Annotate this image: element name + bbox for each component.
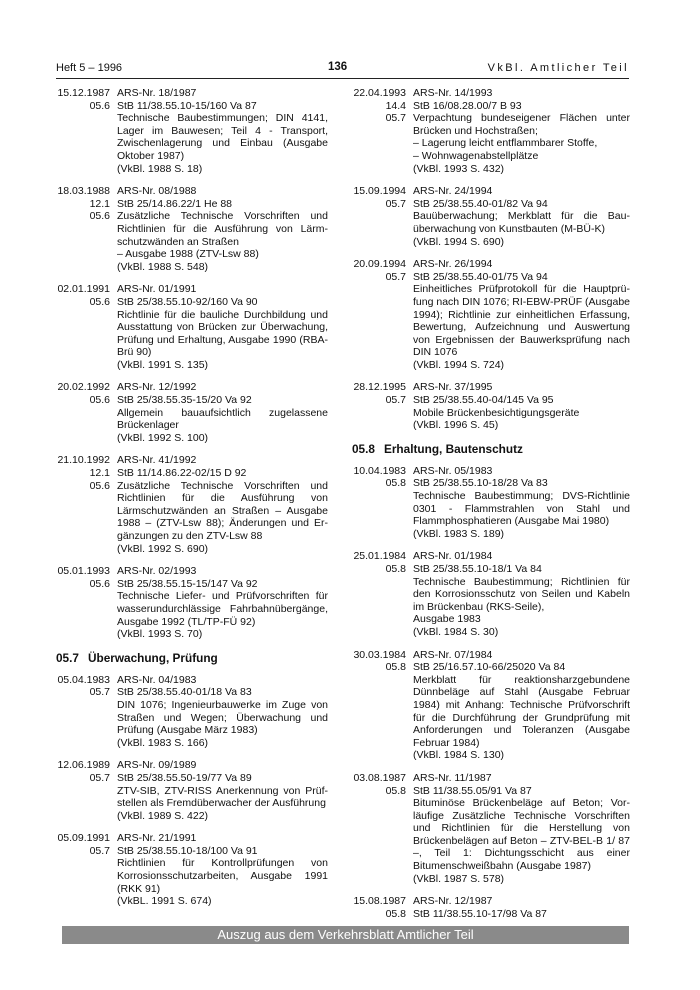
entry-date-code: 05.01.1993: [57, 565, 110, 578]
entry-dates: [352, 258, 413, 371]
entry-line: StB 25/38.55.10-18/100 Va 91: [117, 844, 258, 857]
entry-line: (VkBl. 1991 S. 135): [117, 358, 209, 371]
entry-date-code: 05.7: [385, 112, 406, 125]
entry-line: StB 25/38.55.40-04/145 Va 95: [413, 394, 554, 407]
entry-line: Bituminöse Brückenbeläge auf Beton; Vorläufige Zusätzliche Technische Vorschriften und Richtlinien für die Herstellung von Brückenbelägen auf Beton – ZTV-BEL-B 1/ 87 –, Teil 1: Dichtungsschicht aus einer Bitumenschweißbahn (Ausgabe 1987): [413, 797, 630, 873]
entry-line: StB 11/38.55.05/91 Va 87: [413, 784, 532, 797]
list-item: [352, 649, 630, 762]
entry-line: (VkBl. 1984 S. 30): [413, 625, 499, 638]
entry-body: [117, 185, 328, 273]
entry-body: [413, 772, 630, 885]
entry-body: [117, 832, 328, 908]
entry-line: Allgemein bauaufsichtlich zugelassene Brückenlager: [117, 406, 328, 432]
entry-body: [413, 381, 630, 431]
page-header: [56, 60, 629, 79]
entry-dates: [56, 454, 117, 555]
entry-dates: [56, 283, 117, 371]
list-item: [56, 832, 328, 908]
entry-dates: [352, 895, 413, 920]
entry-line: ARS-Nr. 24/1994: [413, 185, 493, 198]
entry-line: StB 25/16.57.10-66/25020 Va 84: [413, 661, 566, 674]
list-item: [56, 185, 328, 273]
entry-line: ARS-Nr. 08/1988: [117, 185, 197, 198]
entry-body: [117, 674, 328, 750]
entry-dates: [352, 772, 413, 885]
list-item: [352, 87, 630, 175]
entry-date-code: 15.08.1987: [353, 895, 406, 908]
entry-line: ARS-Nr. 05/1983: [413, 464, 493, 477]
entry-date-code: 02.01.1991: [57, 283, 110, 296]
entry-line: (VkBl. 1992 S. 690): [117, 542, 209, 555]
list-item: [352, 465, 630, 541]
entry-date-code: 22.04.1993: [353, 87, 406, 99]
footer-bar: [62, 926, 629, 944]
entry-line: – Ausgabe 1988 (ZTV-Lsw 88): [117, 248, 259, 261]
entry-line: ZTV-SIB, ZTV-RISS Anerkennung von Prüfstellen als Fremdüberwacher der Ausführung: [117, 784, 328, 810]
entry-line: ARS-Nr. 04/1983: [117, 673, 197, 686]
entry-line: StB 25/38.55.35-15/20 Va 92: [117, 394, 252, 407]
entry-line: DIN 1076; Ingenieurbauwerke im Zuge von Straßen und Wegen; Überwachung und Prüfung (Ausgabe März 1983): [117, 698, 328, 737]
section-number: 05.8: [352, 441, 375, 456]
entry-line: ARS-Nr. 12/1992: [117, 381, 197, 394]
entry-line: Verpachtung bundeseigener Flächen unter Brücken und Hochstraßen;: [413, 112, 630, 137]
entry-line: StB 25/38.55.40-01/82 Va 94: [413, 197, 548, 210]
entry-date-code: 05.8: [385, 661, 406, 674]
entry-line: ARS-Nr. 11/1987: [413, 771, 492, 784]
entry-line: Mobile Brückenbesichtigungsgeräte: [413, 406, 580, 419]
entry-dates: [56, 185, 117, 273]
list-item: [352, 258, 630, 371]
section-title: Erhaltung, Bautenschutz: [383, 441, 523, 456]
entry-date-code: 05.8: [385, 563, 406, 575]
entry-line: ARS-Nr. 18/1987: [117, 87, 197, 99]
entry-line: Richtlinie für die bauliche Durchbildung und Ausstattung von Brücken zur Überwachung, Prüfung und Erhaltung, Ausgabe 1990 (RBA-Brü 90): [117, 308, 328, 359]
entry-line: StB 11/14.86.22-02/15 D 92: [117, 467, 247, 480]
entry-body: [117, 759, 328, 822]
entry-date-code: 14.4: [385, 99, 406, 112]
entry-date-code: 05.09.1991: [57, 832, 110, 845]
entry-line: ARS-Nr. 12/1987: [413, 895, 493, 908]
entry-line: – Lagerung leicht entflammbarer Stoffe,: [413, 137, 598, 150]
entry-date-code: 20.02.1992: [57, 381, 110, 394]
entry-date-code: 05.6: [89, 99, 110, 112]
entry-dates: [352, 381, 413, 431]
entry-body: [117, 565, 328, 641]
list-item: [352, 550, 630, 638]
entry-line: Technische Baubestimmung; Richtlinien für den Korrosionsschutz von Seilen und Kabeln im Brückenbau (RKS-Seile),: [413, 575, 630, 613]
entry-line: Technische Baubestimmungen; DIN 4141, Lager im Bauwesen; Teil 4 - Transport, Zwischenlagerung und Einbau (Ausgabe Oktober 1987): [117, 112, 328, 162]
entry-line: Merkblatt für reaktionsharzgebundene Dünnbeläge auf Stahl (Ausgabe Februar 1984) mit Anhang: Technische Prüfvorschrift für die Durchführung der Grundprüfung mit Anforderungen und Toleranzen (Ausgabe Februar 1984): [413, 673, 630, 749]
entry-dates: [352, 465, 413, 541]
entry-date-code: 05.7: [385, 197, 406, 210]
entry-date-code: 03.08.1987: [353, 771, 406, 784]
entry-line: ARS-Nr. 01/1991: [117, 283, 197, 296]
list-item: [56, 87, 328, 175]
entry-body: [117, 87, 328, 175]
entry-line: ARS-Nr. 09/1989: [117, 759, 197, 772]
right-column: [352, 87, 630, 930]
entry-dates: [56, 87, 117, 175]
entry-dates: [56, 565, 117, 641]
entries-before: [56, 87, 328, 641]
entry-line: Einheitliches Prüfprotokoll für die Hauptprüfung nach DIN 1076; RI-EBW-PRÜF (Ausgabe 1994); Richtlinie zur einheitlichen Erfassung, Bewertung, Aufzeichnung und Auswertung von Ergebnissen der Bauwerksprüfung nach DIN 1076: [413, 283, 630, 359]
entry-date-code: 12.1: [89, 467, 110, 480]
entry-date-code: 21.10.1992: [57, 454, 110, 467]
list-item: [56, 381, 328, 444]
entry-date-code: 25.01.1984: [353, 550, 406, 563]
section-heading: [56, 651, 328, 665]
entry-line: ARS-Nr. 01/1984: [413, 550, 493, 563]
entry-line: Technische Liefer- und Prüfvorschriften für wasserundurchlässige Fahrbahnübergänge, Ausgabe 1992 (TL/TP-FÜ 92): [117, 590, 328, 628]
entry-date-code: 05.8: [385, 784, 406, 797]
list-item: [56, 454, 328, 555]
entry-line: Technische Baubestimmung; DVS-Richtlinie 0301 - Flammstrahlen von Stahl und Flammphosphatieren (Ausgabe Mai 1980): [413, 490, 630, 528]
entry-line: StB 16/08.28.00/7 B 93: [413, 99, 522, 112]
entry-line: StB 25/38.55.50-19/77 Va 89: [117, 771, 252, 784]
section-number: 05.7: [56, 650, 79, 665]
entries-after: [56, 674, 328, 908]
entry-dates: [56, 759, 117, 822]
entry-date-code: 28.12.1995: [353, 381, 406, 394]
issue-label: Heft 5 – 1996: [56, 62, 123, 74]
entry-line: StB 11/38.55.10-17/98 Va 87: [413, 907, 547, 920]
entry-body: [413, 258, 630, 371]
entry-line: Richtlinien für Kontrollprüfungen von Korrosionsschutzarbeiten, Ausgabe 1991 (RKK 91): [117, 857, 328, 895]
entry-dates: [56, 832, 117, 908]
entry-dates: [352, 649, 413, 762]
entry-line: StB 25/38.55.40-01/18 Va 83: [117, 686, 252, 699]
entry-date-code: 05.7: [385, 394, 406, 407]
entry-body: [413, 550, 630, 638]
entry-line: – Wohnwagenabstellplätze: [413, 149, 539, 162]
entry-body: [413, 895, 630, 920]
entry-date-code: 05.6: [89, 394, 110, 407]
entry-line: (VkBl. 1984 S. 130): [413, 749, 505, 762]
entry-line: ARS-Nr. 02/1993: [117, 565, 197, 578]
entry-date-code: 12.1: [89, 197, 110, 210]
entry-line: (VkBl. 1988 S. 18): [117, 162, 203, 175]
section-title: Überwachung, Prüfung: [87, 650, 218, 665]
list-item: [352, 381, 630, 431]
entry-date-code: 12.06.1989: [57, 759, 110, 772]
entry-line: Zusätzliche Technische Vorschriften und Richtlinien für die Ausführung von Lärmschutzwänden an Straßen – Ausgabe 1988 – (ZTV-Lsw 88); Änderungen und Ergänzungen zu den ZTV-Lsw 88: [117, 479, 328, 542]
entry-dates: [56, 674, 117, 750]
entry-date-code: 20.09.1994: [353, 258, 406, 271]
entry-dates: [352, 87, 413, 175]
entry-body: [117, 283, 328, 371]
entries-after: [352, 465, 630, 921]
list-item: [56, 565, 328, 641]
entry-line: (VkBl. 1987 S. 578): [413, 872, 505, 885]
entry-dates: [352, 185, 413, 248]
entry-line: (VkBl. 1993 S. 70): [117, 628, 203, 641]
entry-line: (VkBl. 1993 S. 432): [413, 162, 505, 175]
entry-date-code: 05.04.1983: [57, 673, 110, 686]
list-item: [56, 283, 328, 371]
entry-line: ARS-Nr. 37/1995: [413, 381, 493, 394]
entry-line: (VkBl. 1992 S. 100): [117, 431, 209, 444]
entry-date-code: 05.6: [89, 577, 110, 590]
entry-date-code: 15.09.1994: [353, 185, 406, 198]
entry-date-code: 05.6: [89, 295, 110, 308]
entry-line: StB 25/38.55.10-18/1 Va 84: [413, 563, 542, 575]
entry-date-code: 05.7: [89, 771, 110, 784]
entry-line: ARS-Nr. 26/1994: [413, 258, 493, 271]
list-item: [352, 185, 630, 248]
list-item: [56, 674, 328, 750]
entry-date-code: 18.03.1988: [57, 185, 110, 198]
entry-line: (VkBL. 1991 S. 674): [117, 895, 212, 908]
entry-date-code: 05.6: [89, 479, 110, 492]
entry-line: ARS-Nr. 21/1991: [117, 832, 197, 845]
publication-label: VkBl. Amtlicher Teil: [487, 62, 629, 74]
entry-line: (VkBl. 1996 S. 45): [413, 419, 499, 432]
list-item: [56, 759, 328, 822]
entry-dates: [56, 381, 117, 444]
entry-line: (VkBl. 1988 S. 548): [117, 260, 209, 273]
entry-line: Bauüberwachung; Merkblatt für die Bauüberwachung von Kunstbauten (M-BÜ-K): [413, 210, 630, 235]
entry-body: [413, 649, 630, 762]
entry-body: [413, 465, 630, 541]
entry-date-code: 10.04.1983: [353, 464, 406, 477]
entry-line: StB 25/38.55.40-01/75 Va 94: [413, 270, 548, 283]
entry-line: StB 25/38.55.10-18/28 Va 83: [413, 477, 548, 490]
entry-line: (VkBl. 1994 S. 690): [413, 235, 505, 248]
entry-line: (VkBl. 1983 S. 189): [413, 527, 505, 540]
entry-dates: [352, 550, 413, 638]
entry-line: (VkBl. 1994 S. 724): [413, 358, 505, 371]
entry-line: Zusätzliche Technische Vorschriften und Richtlinien für die Ausführung von Lärmschutzwänden an Straßen: [117, 210, 328, 248]
entry-date-code: 05.7: [89, 686, 110, 699]
entry-line: StB 11/38.55.10-15/160 Va 87: [117, 99, 257, 112]
entry-line: (VkBl. 1989 S. 422): [117, 809, 209, 822]
entries-before: [352, 87, 630, 432]
entry-date-code: 05.8: [385, 907, 406, 920]
entry-date-code: 05.8: [385, 477, 406, 490]
entry-date-code: 15.12.1987: [57, 87, 110, 99]
section-heading: [352, 442, 630, 456]
entry-line: Ausgabe 1983: [413, 613, 481, 626]
footer-text: Auszug aus dem Verkehrsblatt Amtlicher Teil: [217, 927, 474, 942]
entry-line: ARS-Nr. 07/1984: [413, 648, 493, 661]
list-item: [352, 772, 630, 885]
page-number: 136: [328, 61, 348, 73]
list-item: [352, 895, 630, 920]
entry-body: [117, 381, 328, 444]
entry-date-code: 30.03.1984: [353, 648, 406, 661]
entry-line: StB 25/38.55.15-15/147 Va 92: [117, 577, 258, 590]
entry-date-code: 05.6: [89, 210, 110, 223]
entry-line: ARS-Nr. 14/1993: [413, 87, 493, 99]
entry-line: StB 25/14.86.22/1 He 88: [117, 197, 233, 210]
entry-body: [117, 454, 328, 555]
entry-date-code: 05.7: [89, 844, 110, 857]
entry-body: [413, 185, 630, 248]
entry-line: (VkBl. 1983 S. 166): [117, 736, 209, 749]
left-column: [56, 87, 328, 918]
entry-line: ARS-Nr. 41/1992: [117, 454, 197, 467]
entry-line: StB 25/38.55.10-92/160 Va 90: [117, 295, 258, 308]
entry-date-code: 05.7: [385, 270, 406, 283]
entry-body: [413, 87, 630, 175]
